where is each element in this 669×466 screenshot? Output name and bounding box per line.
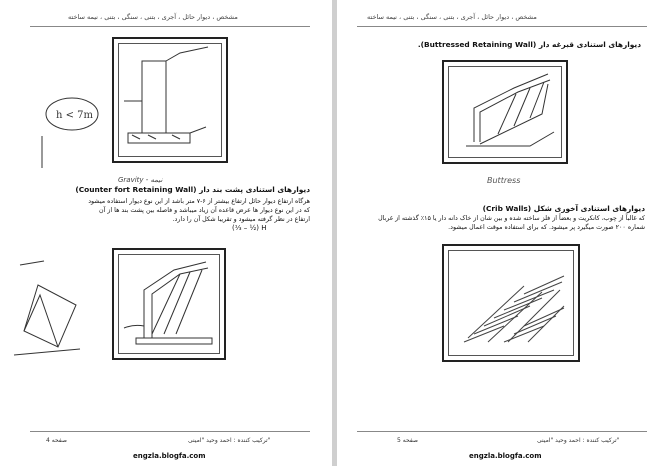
figure-inner-frame xyxy=(118,43,222,157)
figure-inner-frame-2 xyxy=(118,254,220,354)
figure-counterfort-wall xyxy=(112,248,226,360)
buttressed-title: دیوارهای استنادی قبرغه دار (Buttressed Retaining Wall). xyxy=(417,40,641,49)
footer-rule xyxy=(30,431,310,432)
handwritten-buttress: Buttress xyxy=(487,176,521,185)
counterfort-formula: (⅓ – ½) H xyxy=(232,224,267,232)
figure-buttressed-wall xyxy=(442,60,568,164)
footer-page-number: صفحه 4 xyxy=(46,437,67,444)
counterfort-title: دیوارهای استنادی پشت بند دار (Counter fort Retaining Wall) xyxy=(75,185,310,194)
left-page xyxy=(0,0,332,466)
crib-title: دیوارهای استنادی آخوری شکل (Crib Walls) xyxy=(482,204,645,213)
figure-cantilever-wall xyxy=(112,37,228,163)
footer-page-number-right: صفحه 5 xyxy=(397,437,418,444)
footer-rule-right xyxy=(357,431,647,432)
header-text-right: مشخص ، دیوار حائل ، آجری ، بتنی ، سنگی ، بتنی ، نیمه ساخته xyxy=(367,13,537,21)
figure-crib-wall xyxy=(442,244,580,362)
footer-author-right: ترکیب کننده : احمد وحید "امینی" xyxy=(537,437,620,444)
figure-inner-frame-4 xyxy=(448,250,574,356)
footer-site-right: engzla.blogfa.com xyxy=(469,452,542,460)
header-text: مشخص ، دیوار حائل ، آجری ، بتنی ، سنگی ، بتنی ، نیمه ساخته xyxy=(68,13,238,21)
header-rule-right xyxy=(357,26,647,27)
footer-author: ترکیب کننده : احمد وحید "امینی" xyxy=(188,437,271,444)
counterfort-paragraph: هرگاه ارتفاع دیوار حائل ارتفاع بیشتر از ۶-۷ متر باشد از این نوع دیوار استفاده میشود که در این نوع دیوار ها عرض قاعده آن زیاد میباشد و فاصله بین پشت بند ها از آن ارتفاع در نظر گرفته میشود و تقریبا شکل آن را دارد. xyxy=(88,198,310,223)
handwritten-note-h xyxy=(30,92,110,172)
handwritten-sketch xyxy=(10,255,90,365)
handwritten-label: Gravity - نیمه xyxy=(118,176,163,184)
crib-paragraph: که غالباً از چوب، کانکریت و بعضاً از فلز ساخته شده و بین شان از خاک دانه دار یا ۱۵٪ گذشته از غربال شماره ۲۰۰ صورت میگیرد پر میشود. که برای استفاده موقت اعمال میشود. xyxy=(378,215,645,231)
footer-site: engzla.blogfa.com xyxy=(133,452,206,460)
right-page xyxy=(337,0,669,466)
header-rule xyxy=(30,26,310,27)
svg-text:h < 7m: h < 7m xyxy=(56,110,94,121)
figure-inner-frame-3 xyxy=(448,66,562,158)
